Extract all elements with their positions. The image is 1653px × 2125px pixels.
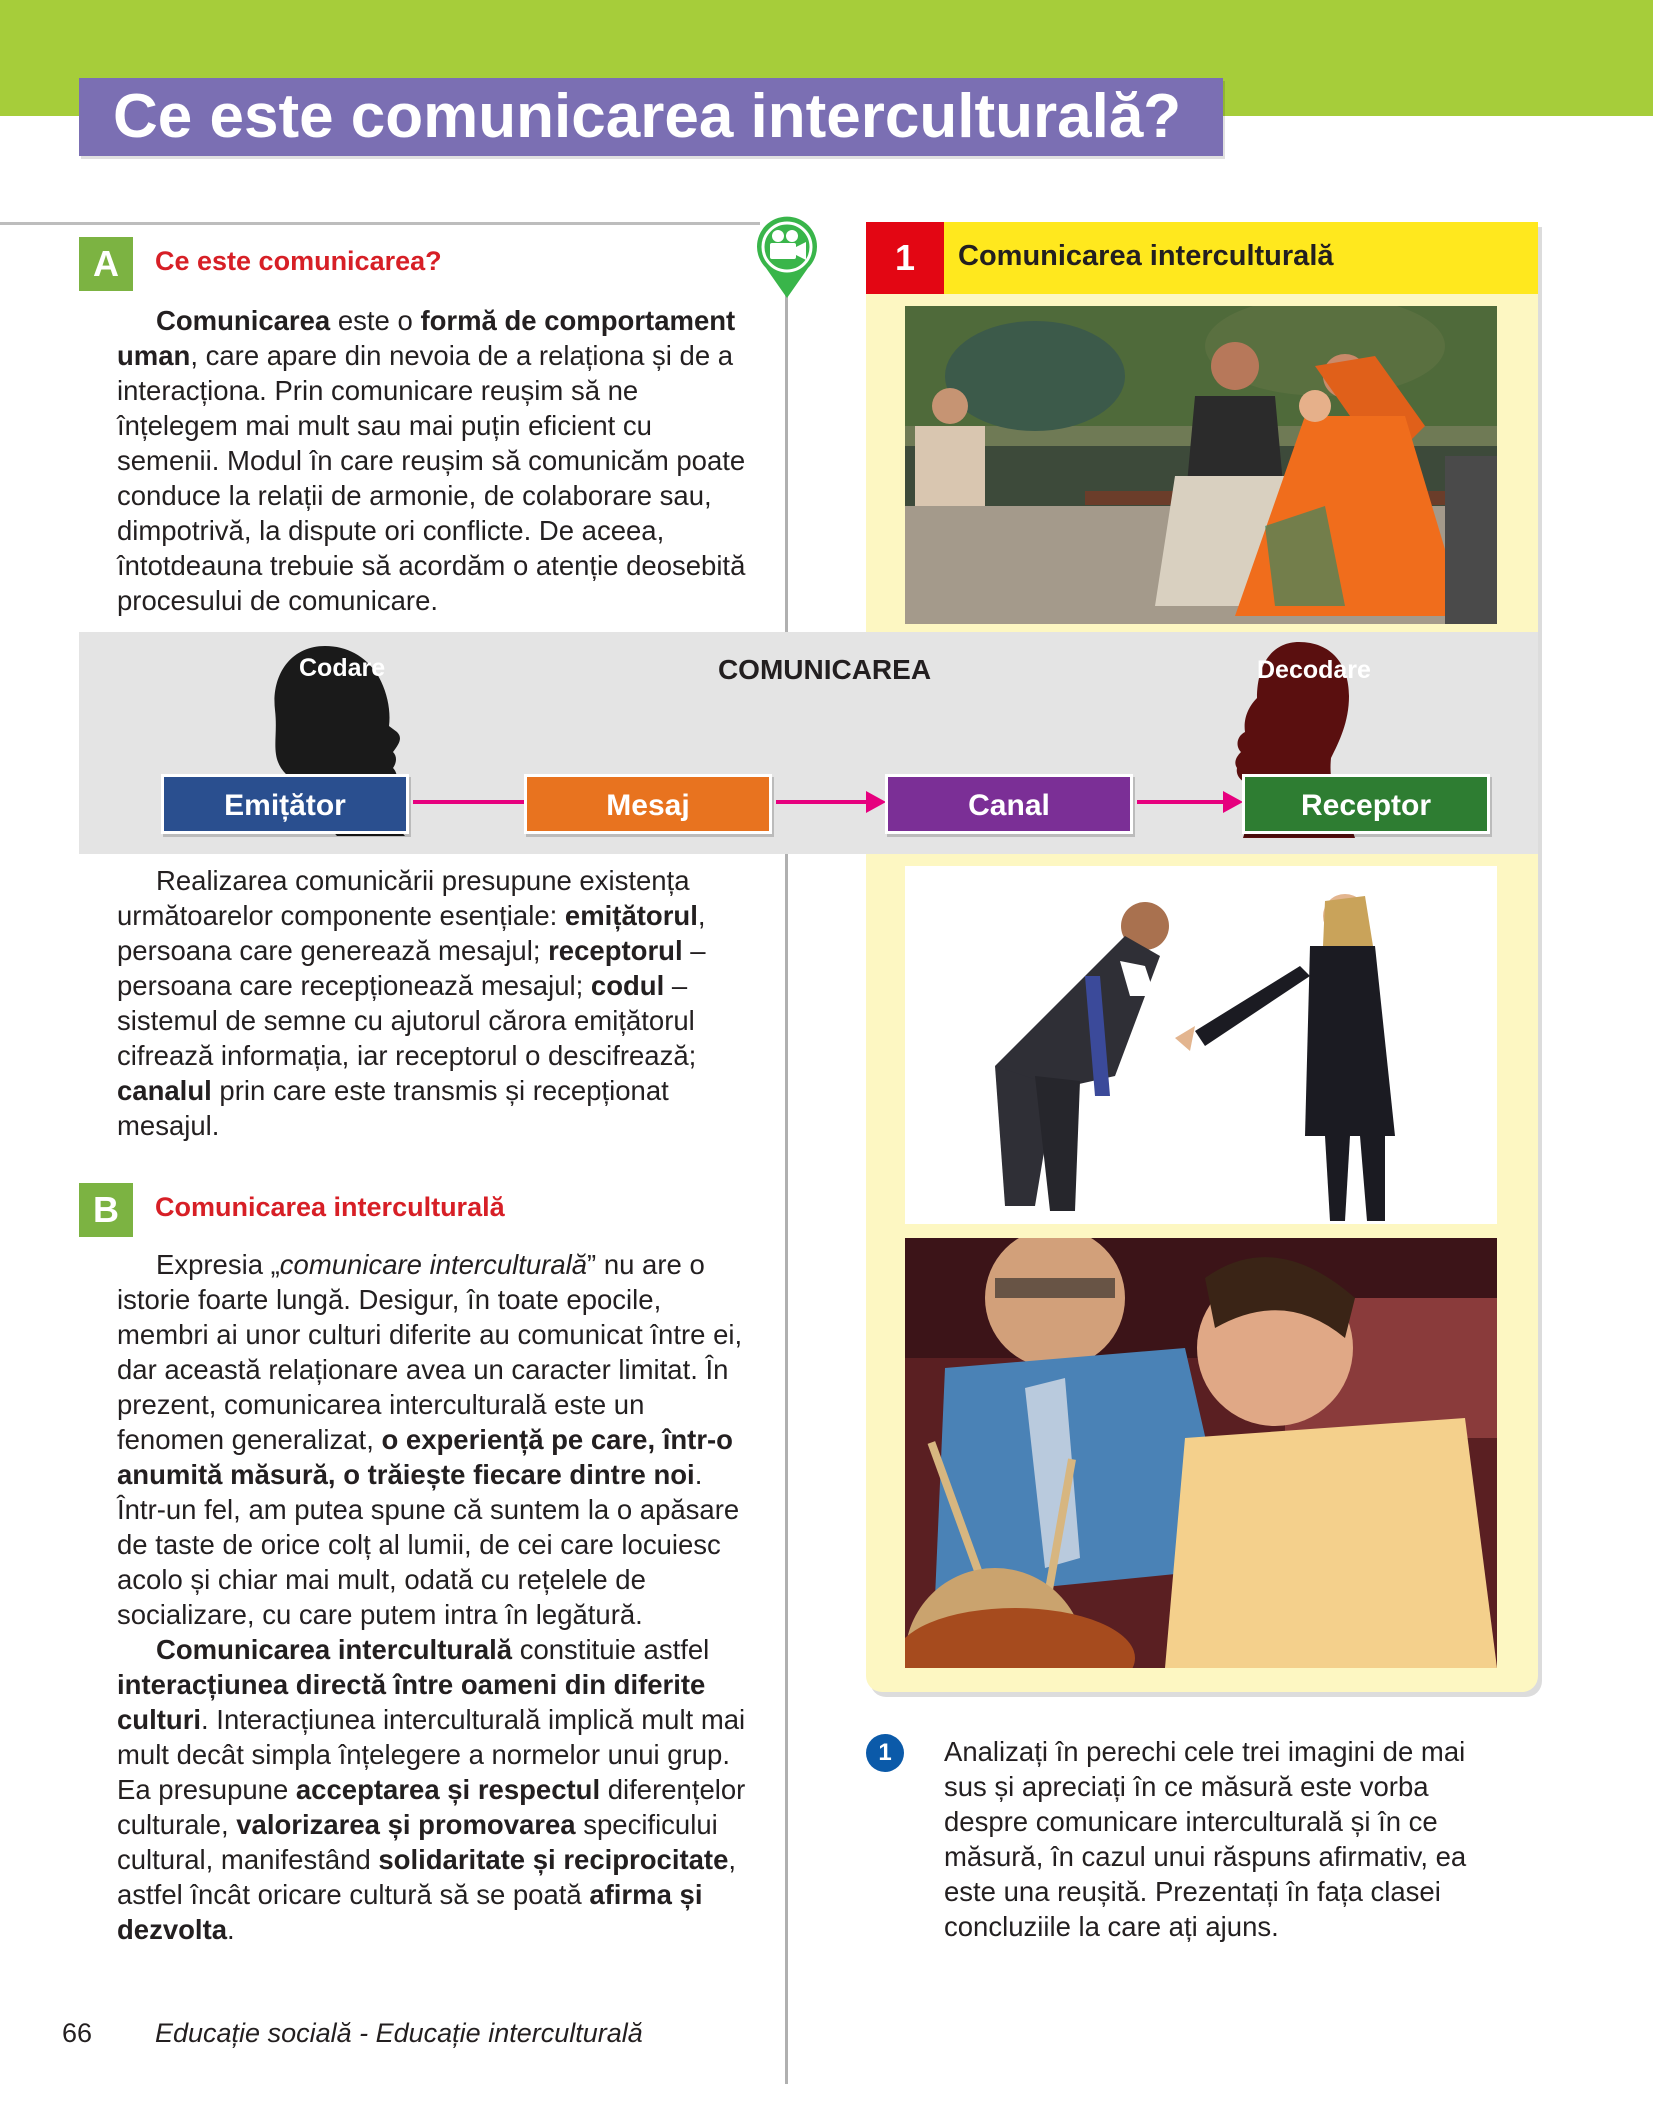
top-divider <box>0 222 760 225</box>
bold-phrase: emițătorul <box>564 900 698 931</box>
text-run: diferențelor culturale, <box>117 1774 746 1840</box>
encoding-label: Codare <box>299 654 386 682</box>
text-run: Expresia „ <box>156 1249 280 1280</box>
section-b-body <box>117 1247 757 1947</box>
source-title-bar <box>944 222 1538 294</box>
question-text: Analizați în perechi cele trei imagini de mai sus și apreciați în ce măsură este vorba despre comunicare interculturală și în ce măsură, în cazul unui răspuns afirmativ, ea este una reușită. Prezentați în fața clasei concluziile la care ați ajuns. <box>944 1736 1467 1942</box>
text-run: , care apare din nevoia de a relaționa și de a interacționa. Prin comunicare reușim să ne înțelegem mai mult sau mai puțin eficient cu semenii. Modul în care reușim să comunicăm poate conduce la relații de armonie, de colaborare sau, dimpotrivă, la dispute ori conflicte. De aceea, întotdeauna trebuie să acordăm o atenție deosebită procesului de comunicare. <box>117 340 746 616</box>
bold-phrase: Comunicarea interculturală <box>156 1634 513 1665</box>
source-number-badge: 1 <box>866 222 944 294</box>
receiver-box: Receptor <box>1242 774 1490 834</box>
bold-phrase: o experiență pe care, într-o anumită măsură, o trăiește fiecare dintre noi <box>117 1424 733 1490</box>
bold-phrase: valorizarea și promovarea <box>236 1809 576 1840</box>
arrow-channel-to-receiver <box>1137 800 1239 804</box>
column-divider-lower <box>785 854 788 2084</box>
text-run: . Într-un fel, am putea spune că suntem la o apăsare de taste de orice colț al lumii, de cei care locuiesc acolo și chiar mai mult, odată cu rețelele de socializare, cu care putem intra în legătură. <box>117 1459 740 1630</box>
photo-park-bench-women <box>905 306 1497 624</box>
question-number: 1 <box>866 1734 904 1772</box>
page-number: 66 <box>62 2018 93 2048</box>
text-run: – sistemul de semne cu ajutorul cărora emițătorul cifrează informația, iar receptorul o descifrează; <box>117 970 697 1071</box>
section-a-paragraph-2 <box>117 863 757 1143</box>
text-run: prin care este transmis și recepționat mesajul. <box>117 1075 669 1141</box>
section-a-paragraph-1 <box>117 303 757 618</box>
bold-phrase: afirma și dezvolta <box>117 1879 703 1945</box>
video-camera-pin-icon[interactable] <box>754 216 820 300</box>
text-run: constituie astfel <box>512 1634 710 1665</box>
page-title-box <box>79 78 1223 156</box>
text-run: . Interacțiunea interculturală implică mult mai mult decât simpla înțelegere a normelor unui grup. Ea presupune <box>117 1704 746 1805</box>
text-run: . <box>227 1914 235 1945</box>
text-run: este o <box>330 305 421 336</box>
communication-diagram <box>79 632 1538 854</box>
bold-phrase: solidaritate și reciprocitate <box>378 1844 729 1875</box>
column-divider-upper <box>785 290 788 632</box>
channel-box: Canal <box>885 774 1133 834</box>
section-b-letter: B <box>79 1183 133 1237</box>
text-run: , persoana care generează mesajul; <box>117 900 706 966</box>
bold-phrase: receptorul <box>548 935 683 966</box>
bold-phrase: Comunicarea <box>156 305 331 336</box>
bold-phrase: acceptarea și respectul <box>295 1774 601 1805</box>
diagram-title: COMUNICAREA <box>717 654 932 685</box>
section-a-title: Ce este comunicarea? <box>155 246 442 276</box>
text-run: , astfel încât oricare cultură să se poată <box>117 1844 737 1910</box>
bold-phrase: interacțiunea directă între oameni din diferite culturi <box>117 1669 706 1735</box>
decoding-label: Decodare <box>1257 656 1371 684</box>
section-a-components <box>117 863 757 1143</box>
italic-phrase: comunicare interculturală <box>279 1249 588 1280</box>
text-run: Realizarea comunicării presupune existența următoarelor componente esențiale: <box>117 865 690 931</box>
sender-box: Emițător <box>161 774 409 834</box>
book-title: Educație socială - Educație interculturală <box>155 2018 643 2048</box>
bold-phrase: codul <box>590 970 665 1001</box>
section-a-letter: A <box>79 237 133 291</box>
section-b-paragraph-2 <box>117 1632 757 1947</box>
arrow-message-to-channel <box>776 800 882 804</box>
message-box: Mesaj <box>524 774 772 834</box>
photo-bow-handshake <box>905 866 1497 1224</box>
section-b-title: Comunicarea interculturală <box>155 1192 505 1222</box>
text-run: ” nu are o istorie foarte lungă. Desigur, în toate epocile, membri ai unor culturi diferite au comunicat între ei, dar această relaționare avea un caracter limitat. În prezent, comunicarea interculturală este un fenomen generalizat, <box>117 1249 743 1455</box>
bold-phrase: canalul <box>117 1075 212 1106</box>
section-a-intro <box>117 303 757 618</box>
photo-friends-chopsticks <box>905 1238 1497 1668</box>
section-b-paragraph-1 <box>117 1247 757 1632</box>
source-title: Comunicarea interculturală <box>958 240 1334 272</box>
text-run: – persoana care recepționează mesajul; <box>117 935 706 1001</box>
bold-phrase: formă de comportament uman <box>117 305 736 371</box>
text-run: specificului cultural, manifestând <box>117 1809 718 1875</box>
page-title: Ce este comunicarea interculturală? <box>113 82 1182 151</box>
